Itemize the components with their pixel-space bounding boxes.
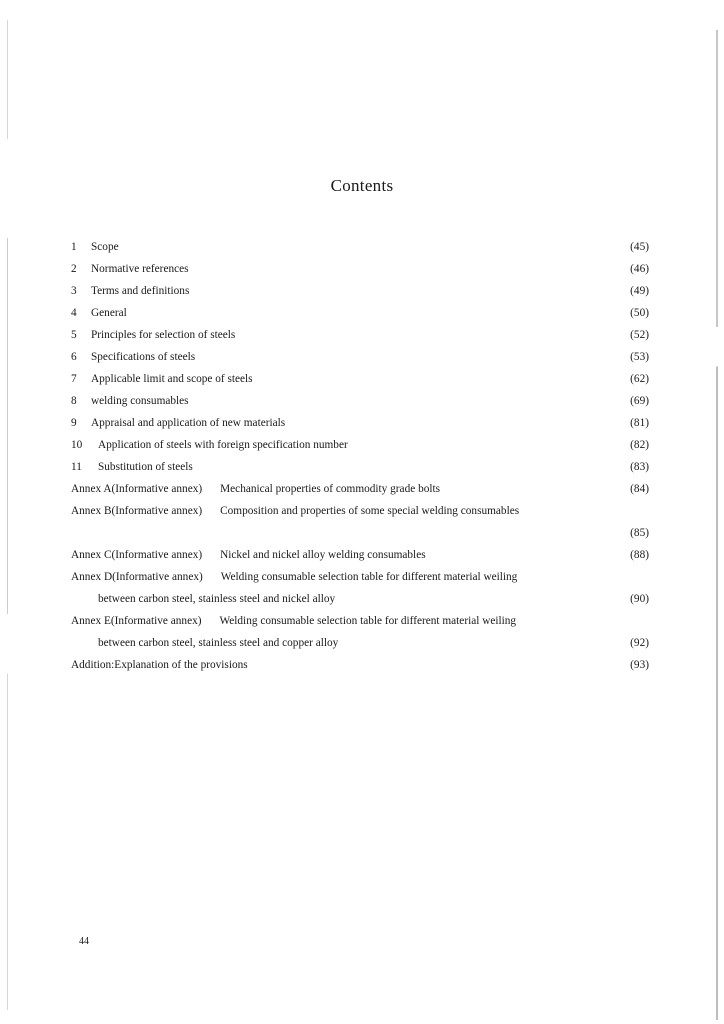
annex-prefix: Annex E(Informative annex) [71, 615, 202, 627]
toc-entry-number: 1 [71, 241, 77, 253]
annex-prefix: Annex C(Informative annex) [71, 549, 203, 561]
toc-entry-page: (69) [630, 395, 649, 407]
toc-entry-label: Normative references [91, 263, 189, 275]
toc-entry-page: (83) [630, 461, 649, 473]
dot-leader [203, 346, 615, 368]
toc-entry-label: Scope [91, 241, 119, 253]
toc-entry-page: (53) [630, 351, 649, 363]
toc-entry-number: 11 [71, 461, 82, 473]
annex-title: Welding consumable selection table for different material weiling [219, 615, 517, 627]
dot-leader [448, 478, 615, 500]
annex-title: Nickel and nickel alloy welding consumables [220, 549, 426, 561]
toc-entry-10[interactable] [71, 434, 649, 456]
toc-entry-1[interactable] [71, 236, 649, 258]
toc-annex-e-continuation[interactable] [71, 632, 649, 654]
toc-entry-page: (85) [630, 527, 649, 539]
toc-entry-label: Appraisal and application of new materials [91, 417, 286, 429]
toc-entry-page: (49) [630, 285, 649, 297]
toc-entry-8[interactable] [71, 390, 649, 412]
toc-annex-b[interactable] [71, 500, 649, 522]
toc-entry-page: (88) [630, 549, 649, 561]
toc-entry-page: (92) [630, 637, 649, 649]
dot-leader [343, 588, 615, 610]
annex-title: Welding consumable selection table for different material weiling [220, 571, 518, 583]
annex-title: Mechanical properties of commodity grade bolts [220, 483, 441, 495]
toc-entry-5[interactable] [71, 324, 649, 346]
toc-annex-d-continuation[interactable] [71, 588, 649, 610]
toc-annex-b-leader[interactable] [71, 522, 649, 544]
toc-entry-number: 10 [71, 439, 83, 451]
toc-entry-label: Application of steels with foreign specification number [98, 439, 348, 451]
dot-leader [201, 456, 615, 478]
table-of-contents [71, 236, 649, 676]
page-number: 44 [79, 936, 89, 947]
toc-entry-number: 3 [71, 285, 77, 297]
toc-entry-6[interactable] [71, 346, 649, 368]
toc-entry-label: Addition:Explanation of the provisions [71, 659, 248, 671]
toc-entry-label: General [91, 307, 127, 319]
toc-annex-d[interactable] [71, 566, 649, 588]
toc-entry-page: (90) [630, 593, 649, 605]
toc-entry-label: Principles for selection of steels [91, 329, 236, 341]
toc-entry-2[interactable] [71, 258, 649, 280]
annex-prefix: Annex D(Informative annex) [71, 571, 203, 583]
dot-leader [434, 544, 615, 566]
toc-entry-number: 7 [71, 373, 77, 385]
toc-entry-9[interactable] [71, 412, 649, 434]
toc-annex-e[interactable] [71, 610, 649, 632]
dot-leader [243, 324, 615, 346]
toc-entry-number: 2 [71, 263, 77, 275]
toc-entry-label: Terms and definitions [91, 285, 190, 297]
toc-entry-7[interactable] [71, 368, 649, 390]
page-title: Contents [330, 176, 394, 195]
toc-entry-page: (82) [630, 439, 649, 451]
annex-title-continuation: between carbon steel, stainless steel and copper alloy [98, 637, 339, 649]
toc-entry-11[interactable] [71, 456, 649, 478]
toc-entry-4[interactable] [71, 302, 649, 324]
toc-entry-page: (50) [630, 307, 649, 319]
toc-addition[interactable] [71, 654, 649, 676]
toc-entry-page: (45) [630, 241, 649, 253]
toc-entry-page: (46) [630, 263, 649, 275]
dot-leader [135, 302, 615, 324]
toc-entry-page: (62) [630, 373, 649, 385]
dot-leader [356, 434, 615, 456]
dot-leader [197, 390, 615, 412]
annex-title: Composition and properties of some special welding consumables [220, 505, 520, 517]
toc-entry-number: 6 [71, 351, 77, 363]
dot-leader [261, 368, 615, 390]
toc-entry-page: (93) [630, 659, 649, 671]
dot-leader [98, 522, 615, 544]
toc-entry-page: (81) [630, 417, 649, 429]
dot-leader [256, 654, 615, 676]
dot-leader [346, 632, 615, 654]
dot-leader [197, 280, 615, 302]
annex-title-continuation: between carbon steel, stainless steel and nickel alloy [98, 593, 336, 605]
toc-entry-3[interactable] [71, 280, 649, 302]
toc-entry-number: 5 [71, 329, 77, 341]
toc-entry-label: Specifications of steels [91, 351, 196, 363]
toc-entry-label: welding consumables [91, 395, 189, 407]
toc-entry-page: (84) [630, 483, 649, 495]
toc-entry-label: Applicable limit and scope of steels [91, 373, 253, 385]
annex-prefix: Annex A(Informative annex) [71, 483, 203, 495]
toc-annex-a[interactable] [71, 478, 649, 500]
scan-edge-left [7, 20, 8, 1010]
dot-leader [197, 258, 615, 280]
toc-annex-c[interactable] [71, 544, 649, 566]
dot-leader [293, 412, 615, 434]
toc-entry-page: (52) [630, 329, 649, 341]
toc-entry-number: 9 [71, 417, 77, 429]
toc-entry-number: 4 [71, 307, 77, 319]
toc-entry-label: Substitution of steels [98, 461, 193, 473]
annex-prefix: Annex B(Informative annex) [71, 505, 203, 517]
toc-entry-number: 8 [71, 395, 77, 407]
dot-leader [127, 236, 615, 258]
